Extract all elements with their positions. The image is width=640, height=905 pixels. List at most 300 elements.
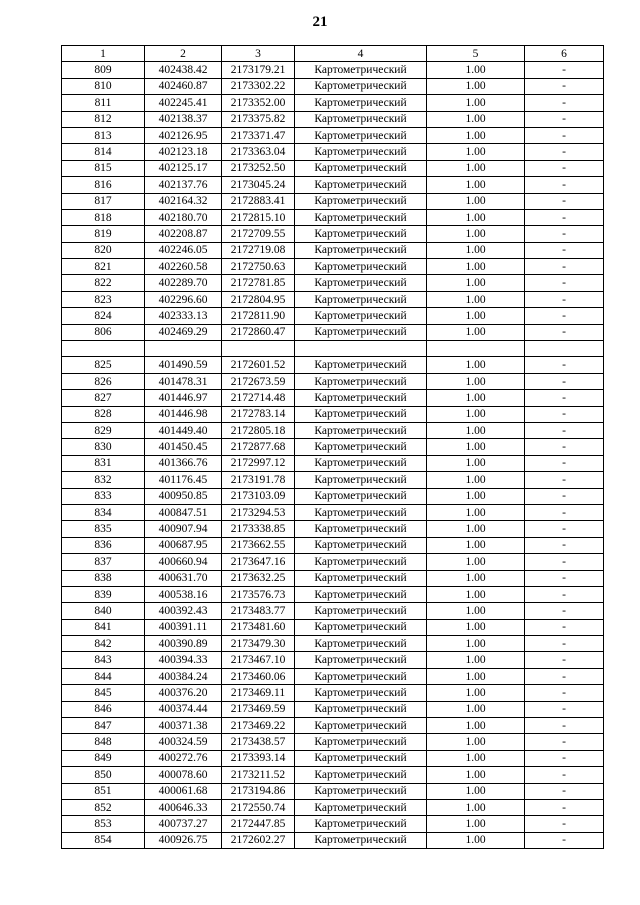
table-cell: - [525, 357, 604, 373]
table-cell: 1.00 [427, 521, 525, 537]
table-cell: 843 [62, 652, 145, 668]
table-cell: 2173194.86 [222, 783, 295, 799]
table-cell: 1.00 [427, 472, 525, 488]
table-cell: 2173179.21 [222, 62, 295, 78]
table-cell: 1.00 [427, 701, 525, 717]
table-cell: Картометрический [295, 832, 427, 848]
table-cell: 1.00 [427, 144, 525, 160]
table-cell: 811 [62, 95, 145, 111]
table-cell: Картометрический [295, 127, 427, 143]
table-cell: 1.00 [427, 406, 525, 422]
table-row [62, 226, 604, 242]
table-row [62, 799, 604, 815]
table-cell: 400926.75 [145, 832, 222, 848]
table-cell: 402333.13 [145, 308, 222, 324]
group-separator-row [62, 341, 604, 357]
table-cell: Картометрический [295, 652, 427, 668]
table-cell: 402469.29 [145, 324, 222, 340]
table-cell: - [525, 504, 604, 520]
table-cell: 821 [62, 259, 145, 275]
table-cell: - [525, 95, 604, 111]
table-row [62, 554, 604, 570]
table-cell: 402137.76 [145, 177, 222, 193]
table-cell: 850 [62, 767, 145, 783]
table-cell: 1.00 [427, 160, 525, 176]
table-cell: - [525, 701, 604, 717]
table-cell: 817 [62, 193, 145, 209]
table-cell: 846 [62, 701, 145, 717]
table-cell: Картометрический [295, 488, 427, 504]
table-cell: 840 [62, 603, 145, 619]
table-cell: 400631.70 [145, 570, 222, 586]
table-row [62, 488, 604, 504]
empty-cell [427, 341, 525, 357]
table-cell: Картометрический [295, 226, 427, 242]
table-cell: - [525, 193, 604, 209]
table-cell: Картометрический [295, 406, 427, 422]
table-cell: 2172550.74 [222, 799, 295, 815]
table-cell: 2172673.59 [222, 373, 295, 389]
table-row [62, 308, 604, 324]
table-cell: 814 [62, 144, 145, 160]
table-row [62, 177, 604, 193]
table-cell: - [525, 718, 604, 734]
table-cell: 401478.31 [145, 373, 222, 389]
column-header: 1 [62, 46, 145, 62]
table-cell: Картометрический [295, 619, 427, 635]
table-cell: 401449.40 [145, 422, 222, 438]
table-cell: 1.00 [427, 570, 525, 586]
table-row [62, 455, 604, 471]
table-row [62, 439, 604, 455]
table-row [62, 242, 604, 258]
column-header: 5 [427, 46, 525, 62]
table-cell: 831 [62, 455, 145, 471]
table-cell: Картометрический [295, 537, 427, 553]
table-cell: Картометрический [295, 259, 427, 275]
table-cell: 1.00 [427, 734, 525, 750]
table-row [62, 701, 604, 717]
table-cell: - [525, 422, 604, 438]
table-cell: 402180.70 [145, 209, 222, 225]
table-cell: 1.00 [427, 127, 525, 143]
column-header: 2 [145, 46, 222, 62]
table-cell: 2173352.00 [222, 95, 295, 111]
table-cell: 2173460.06 [222, 668, 295, 684]
table-cell: - [525, 816, 604, 832]
table-cell: Картометрический [295, 668, 427, 684]
empty-cell [62, 341, 145, 357]
table-cell: 2172783.14 [222, 406, 295, 422]
table-cell: Картометрический [295, 783, 427, 799]
table-row [62, 390, 604, 406]
table-cell: 1.00 [427, 685, 525, 701]
table-cell: 809 [62, 62, 145, 78]
table-cell: 2173467.10 [222, 652, 295, 668]
table-cell: 1.00 [427, 799, 525, 815]
table-cell: 400061.68 [145, 783, 222, 799]
table-cell: Картометрический [295, 734, 427, 750]
table-cell: Картометрический [295, 144, 427, 160]
table-cell: 1.00 [427, 357, 525, 373]
table-cell: - [525, 406, 604, 422]
table-cell: 1.00 [427, 177, 525, 193]
table-cell: 1.00 [427, 652, 525, 668]
table-cell: 818 [62, 209, 145, 225]
table-cell: 1.00 [427, 586, 525, 602]
table-cell: - [525, 685, 604, 701]
table-cell: Картометрический [295, 799, 427, 815]
table-cell: Картометрический [295, 554, 427, 570]
table-cell: 400371.38 [145, 718, 222, 734]
table-row [62, 406, 604, 422]
table-row [62, 504, 604, 520]
table-cell: 1.00 [427, 455, 525, 471]
table-cell: 853 [62, 816, 145, 832]
table-cell: 2172601.52 [222, 357, 295, 373]
table-cell: 1.00 [427, 603, 525, 619]
table-cell: Картометрический [295, 324, 427, 340]
table-cell: Картометрический [295, 472, 427, 488]
table-cell: Картометрический [295, 390, 427, 406]
table-cell: 837 [62, 554, 145, 570]
table-cell: 400907.94 [145, 521, 222, 537]
table-row [62, 832, 604, 848]
table-cell: 400376.20 [145, 685, 222, 701]
table-cell: 1.00 [427, 488, 525, 504]
table-cell: 1.00 [427, 619, 525, 635]
table-cell: Картометрический [295, 718, 427, 734]
table-cell: 2173393.14 [222, 750, 295, 766]
table-cell: - [525, 734, 604, 750]
table-cell: - [525, 603, 604, 619]
table-cell: 402296.60 [145, 291, 222, 307]
table-cell: 2173662.55 [222, 537, 295, 553]
table-cell: Картометрический [295, 160, 427, 176]
table-cell: 1.00 [427, 390, 525, 406]
column-header: 6 [525, 46, 604, 62]
table-cell: 400737.27 [145, 816, 222, 832]
table-cell: 844 [62, 668, 145, 684]
table-cell: 838 [62, 570, 145, 586]
table-cell: 1.00 [427, 504, 525, 520]
table-cell: Картометрический [295, 504, 427, 520]
table-cell: 2172781.85 [222, 275, 295, 291]
table-cell: 402289.70 [145, 275, 222, 291]
table-row [62, 472, 604, 488]
table-cell: 402126.95 [145, 127, 222, 143]
table-cell: - [525, 160, 604, 176]
table-row [62, 816, 604, 832]
table-cell: - [525, 390, 604, 406]
table-cell: - [525, 619, 604, 635]
table-cell: 400646.33 [145, 799, 222, 815]
table-cell: - [525, 472, 604, 488]
table-cell: 2172714.48 [222, 390, 295, 406]
table-cell: 400272.76 [145, 750, 222, 766]
table-cell: 400392.43 [145, 603, 222, 619]
table-row [62, 586, 604, 602]
table-cell: Картометрический [295, 750, 427, 766]
table-cell: 400324.59 [145, 734, 222, 750]
table-cell: 2172811.90 [222, 308, 295, 324]
table-cell: 400390.89 [145, 636, 222, 652]
table-cell: Картометрический [295, 685, 427, 701]
table-row [62, 160, 604, 176]
table-cell: 833 [62, 488, 145, 504]
table-cell: Картометрический [295, 636, 427, 652]
header-row [62, 46, 604, 62]
table-cell: 1.00 [427, 111, 525, 127]
column-header: 4 [295, 46, 427, 62]
table-cell: 402125.17 [145, 160, 222, 176]
table-cell: 402260.58 [145, 259, 222, 275]
table-cell: 2173481.60 [222, 619, 295, 635]
table-cell: 1.00 [427, 422, 525, 438]
table-cell: - [525, 439, 604, 455]
table-cell: - [525, 111, 604, 127]
table-cell: - [525, 767, 604, 783]
table-cell: - [525, 275, 604, 291]
page-number: 21 [312, 14, 328, 30]
table-cell: 849 [62, 750, 145, 766]
table-row [62, 619, 604, 635]
table-cell: 400374.44 [145, 701, 222, 717]
table-cell: 810 [62, 78, 145, 94]
table-cell: 2173483.77 [222, 603, 295, 619]
table-cell: Картометрический [295, 193, 427, 209]
table-cell: - [525, 373, 604, 389]
table-cell: 2173211.52 [222, 767, 295, 783]
table-cell: Картометрический [295, 422, 427, 438]
table-cell: 851 [62, 783, 145, 799]
table-cell: Картометрический [295, 62, 427, 78]
table-cell: 2173103.09 [222, 488, 295, 504]
table-cell: 2172815.10 [222, 209, 295, 225]
table-cell: 2173294.53 [222, 504, 295, 520]
table-row [62, 127, 604, 143]
table-cell: 2172860.47 [222, 324, 295, 340]
table-cell: 2172877.68 [222, 439, 295, 455]
table-cell: - [525, 554, 604, 570]
table-cell: 402460.87 [145, 78, 222, 94]
table-cell: 2173576.73 [222, 586, 295, 602]
table-cell: 400950.85 [145, 488, 222, 504]
table-cell: 819 [62, 226, 145, 242]
table-cell: 806 [62, 324, 145, 340]
table-cell: - [525, 209, 604, 225]
table-body [62, 62, 604, 849]
table-cell: 2173469.11 [222, 685, 295, 701]
table-cell: - [525, 259, 604, 275]
table-cell: 2173338.85 [222, 521, 295, 537]
table-row [62, 783, 604, 799]
empty-cell [145, 341, 222, 357]
table-cell: - [525, 668, 604, 684]
table-cell: 1.00 [427, 767, 525, 783]
table-cell: 815 [62, 160, 145, 176]
table-row [62, 357, 604, 373]
table-row [62, 750, 604, 766]
coordinates-table [61, 45, 604, 849]
table-cell: 816 [62, 177, 145, 193]
table-cell: Картометрический [295, 275, 427, 291]
table-cell: 2172804.95 [222, 291, 295, 307]
table-cell: 835 [62, 521, 145, 537]
table-cell: Картометрический [295, 816, 427, 832]
table-cell: Картометрический [295, 357, 427, 373]
table-cell: Картометрический [295, 177, 427, 193]
column-header: 3 [222, 46, 295, 62]
table-cell: 401446.97 [145, 390, 222, 406]
table-cell: 400384.24 [145, 668, 222, 684]
table-cell: 1.00 [427, 95, 525, 111]
table-cell: 841 [62, 619, 145, 635]
table-cell: 2173469.22 [222, 718, 295, 734]
table-cell: 400660.94 [145, 554, 222, 570]
table-row [62, 78, 604, 94]
table-cell: 2173045.24 [222, 177, 295, 193]
table-cell: - [525, 750, 604, 766]
table-cell: - [525, 488, 604, 504]
table-cell: 1.00 [427, 193, 525, 209]
table-cell: Картометрический [295, 701, 427, 717]
table-cell: 1.00 [427, 537, 525, 553]
table-cell: Картометрический [295, 242, 427, 258]
table-cell: 402164.32 [145, 193, 222, 209]
table-row [62, 718, 604, 734]
table-cell: 2173375.82 [222, 111, 295, 127]
empty-cell [525, 341, 604, 357]
table-cell: 401176.45 [145, 472, 222, 488]
table-cell: - [525, 537, 604, 553]
table-cell: 822 [62, 275, 145, 291]
table-cell: 823 [62, 291, 145, 307]
table-cell: 2172883.41 [222, 193, 295, 209]
table-cell: 1.00 [427, 439, 525, 455]
table-cell: Картометрический [295, 209, 427, 225]
table-cell: 839 [62, 586, 145, 602]
table-cell: 400687.95 [145, 537, 222, 553]
table-cell: - [525, 636, 604, 652]
table-header [62, 46, 604, 62]
table-cell: Картометрический [295, 111, 427, 127]
table-cell: 1.00 [427, 242, 525, 258]
table-cell: 1.00 [427, 832, 525, 848]
table-cell: 2173302.22 [222, 78, 295, 94]
table-cell: 2173363.04 [222, 144, 295, 160]
table-cell: 830 [62, 439, 145, 455]
table-cell: 402123.18 [145, 144, 222, 160]
table-cell: 2173479.30 [222, 636, 295, 652]
table-cell: 852 [62, 799, 145, 815]
table-cell: 400394.33 [145, 652, 222, 668]
table-cell: Картометрический [295, 603, 427, 619]
table-cell: 2172805.18 [222, 422, 295, 438]
table-row [62, 603, 604, 619]
table-cell: - [525, 832, 604, 848]
table-cell: 401490.59 [145, 357, 222, 373]
table-cell: Картометрический [295, 308, 427, 324]
table-cell: 1.00 [427, 718, 525, 734]
table-cell: 1.00 [427, 62, 525, 78]
table-cell: 1.00 [427, 783, 525, 799]
table-cell: 2173647.16 [222, 554, 295, 570]
table-cell: Картометрический [295, 291, 427, 307]
table-row [62, 734, 604, 750]
table-cell: 824 [62, 308, 145, 324]
table-cell: Картометрический [295, 95, 427, 111]
table-row [62, 373, 604, 389]
table-row [62, 422, 604, 438]
table-cell: Картометрический [295, 767, 427, 783]
table-cell: 1.00 [427, 275, 525, 291]
table-cell: 2172750.63 [222, 259, 295, 275]
table-cell: - [525, 521, 604, 537]
table-row [62, 521, 604, 537]
table-cell: 401366.76 [145, 455, 222, 471]
table-cell: 402245.41 [145, 95, 222, 111]
table-row [62, 209, 604, 225]
table-cell: - [525, 455, 604, 471]
table-cell: Картометрический [295, 439, 427, 455]
table-cell: 828 [62, 406, 145, 422]
table-cell: 1.00 [427, 636, 525, 652]
table-cell: 402138.37 [145, 111, 222, 127]
table-cell: 1.00 [427, 78, 525, 94]
table-cell: 829 [62, 422, 145, 438]
table-cell: Картометрический [295, 455, 427, 471]
table-cell: 1.00 [427, 750, 525, 766]
table-cell: 2172709.55 [222, 226, 295, 242]
empty-cell [222, 341, 295, 357]
table-cell: 400078.60 [145, 767, 222, 783]
table-cell: 1.00 [427, 554, 525, 570]
table-row [62, 62, 604, 78]
table-cell: 1.00 [427, 668, 525, 684]
empty-cell [295, 341, 427, 357]
table-row [62, 291, 604, 307]
table-cell: 1.00 [427, 209, 525, 225]
table-row [62, 636, 604, 652]
table-cell: 1.00 [427, 291, 525, 307]
table-cell: - [525, 62, 604, 78]
table-cell: 2172997.12 [222, 455, 295, 471]
table-cell: Картометрический [295, 570, 427, 586]
table-cell: - [525, 78, 604, 94]
table-cell: 402246.05 [145, 242, 222, 258]
table-cell: 834 [62, 504, 145, 520]
table-cell: 842 [62, 636, 145, 652]
table-cell: 401446.98 [145, 406, 222, 422]
table-cell: 1.00 [427, 816, 525, 832]
table-cell: 2173371.47 [222, 127, 295, 143]
table-row [62, 144, 604, 160]
table-row [62, 193, 604, 209]
table-cell: - [525, 177, 604, 193]
table-cell: 836 [62, 537, 145, 553]
table-cell: - [525, 652, 604, 668]
table-cell: - [525, 308, 604, 324]
table-cell: 813 [62, 127, 145, 143]
table-cell: 400847.51 [145, 504, 222, 520]
table-cell: - [525, 324, 604, 340]
table-cell: 2172447.85 [222, 816, 295, 832]
table-cell: Картометрический [295, 586, 427, 602]
table-row [62, 668, 604, 684]
table-cell: 402438.42 [145, 62, 222, 78]
table-cell: 2173438.57 [222, 734, 295, 750]
